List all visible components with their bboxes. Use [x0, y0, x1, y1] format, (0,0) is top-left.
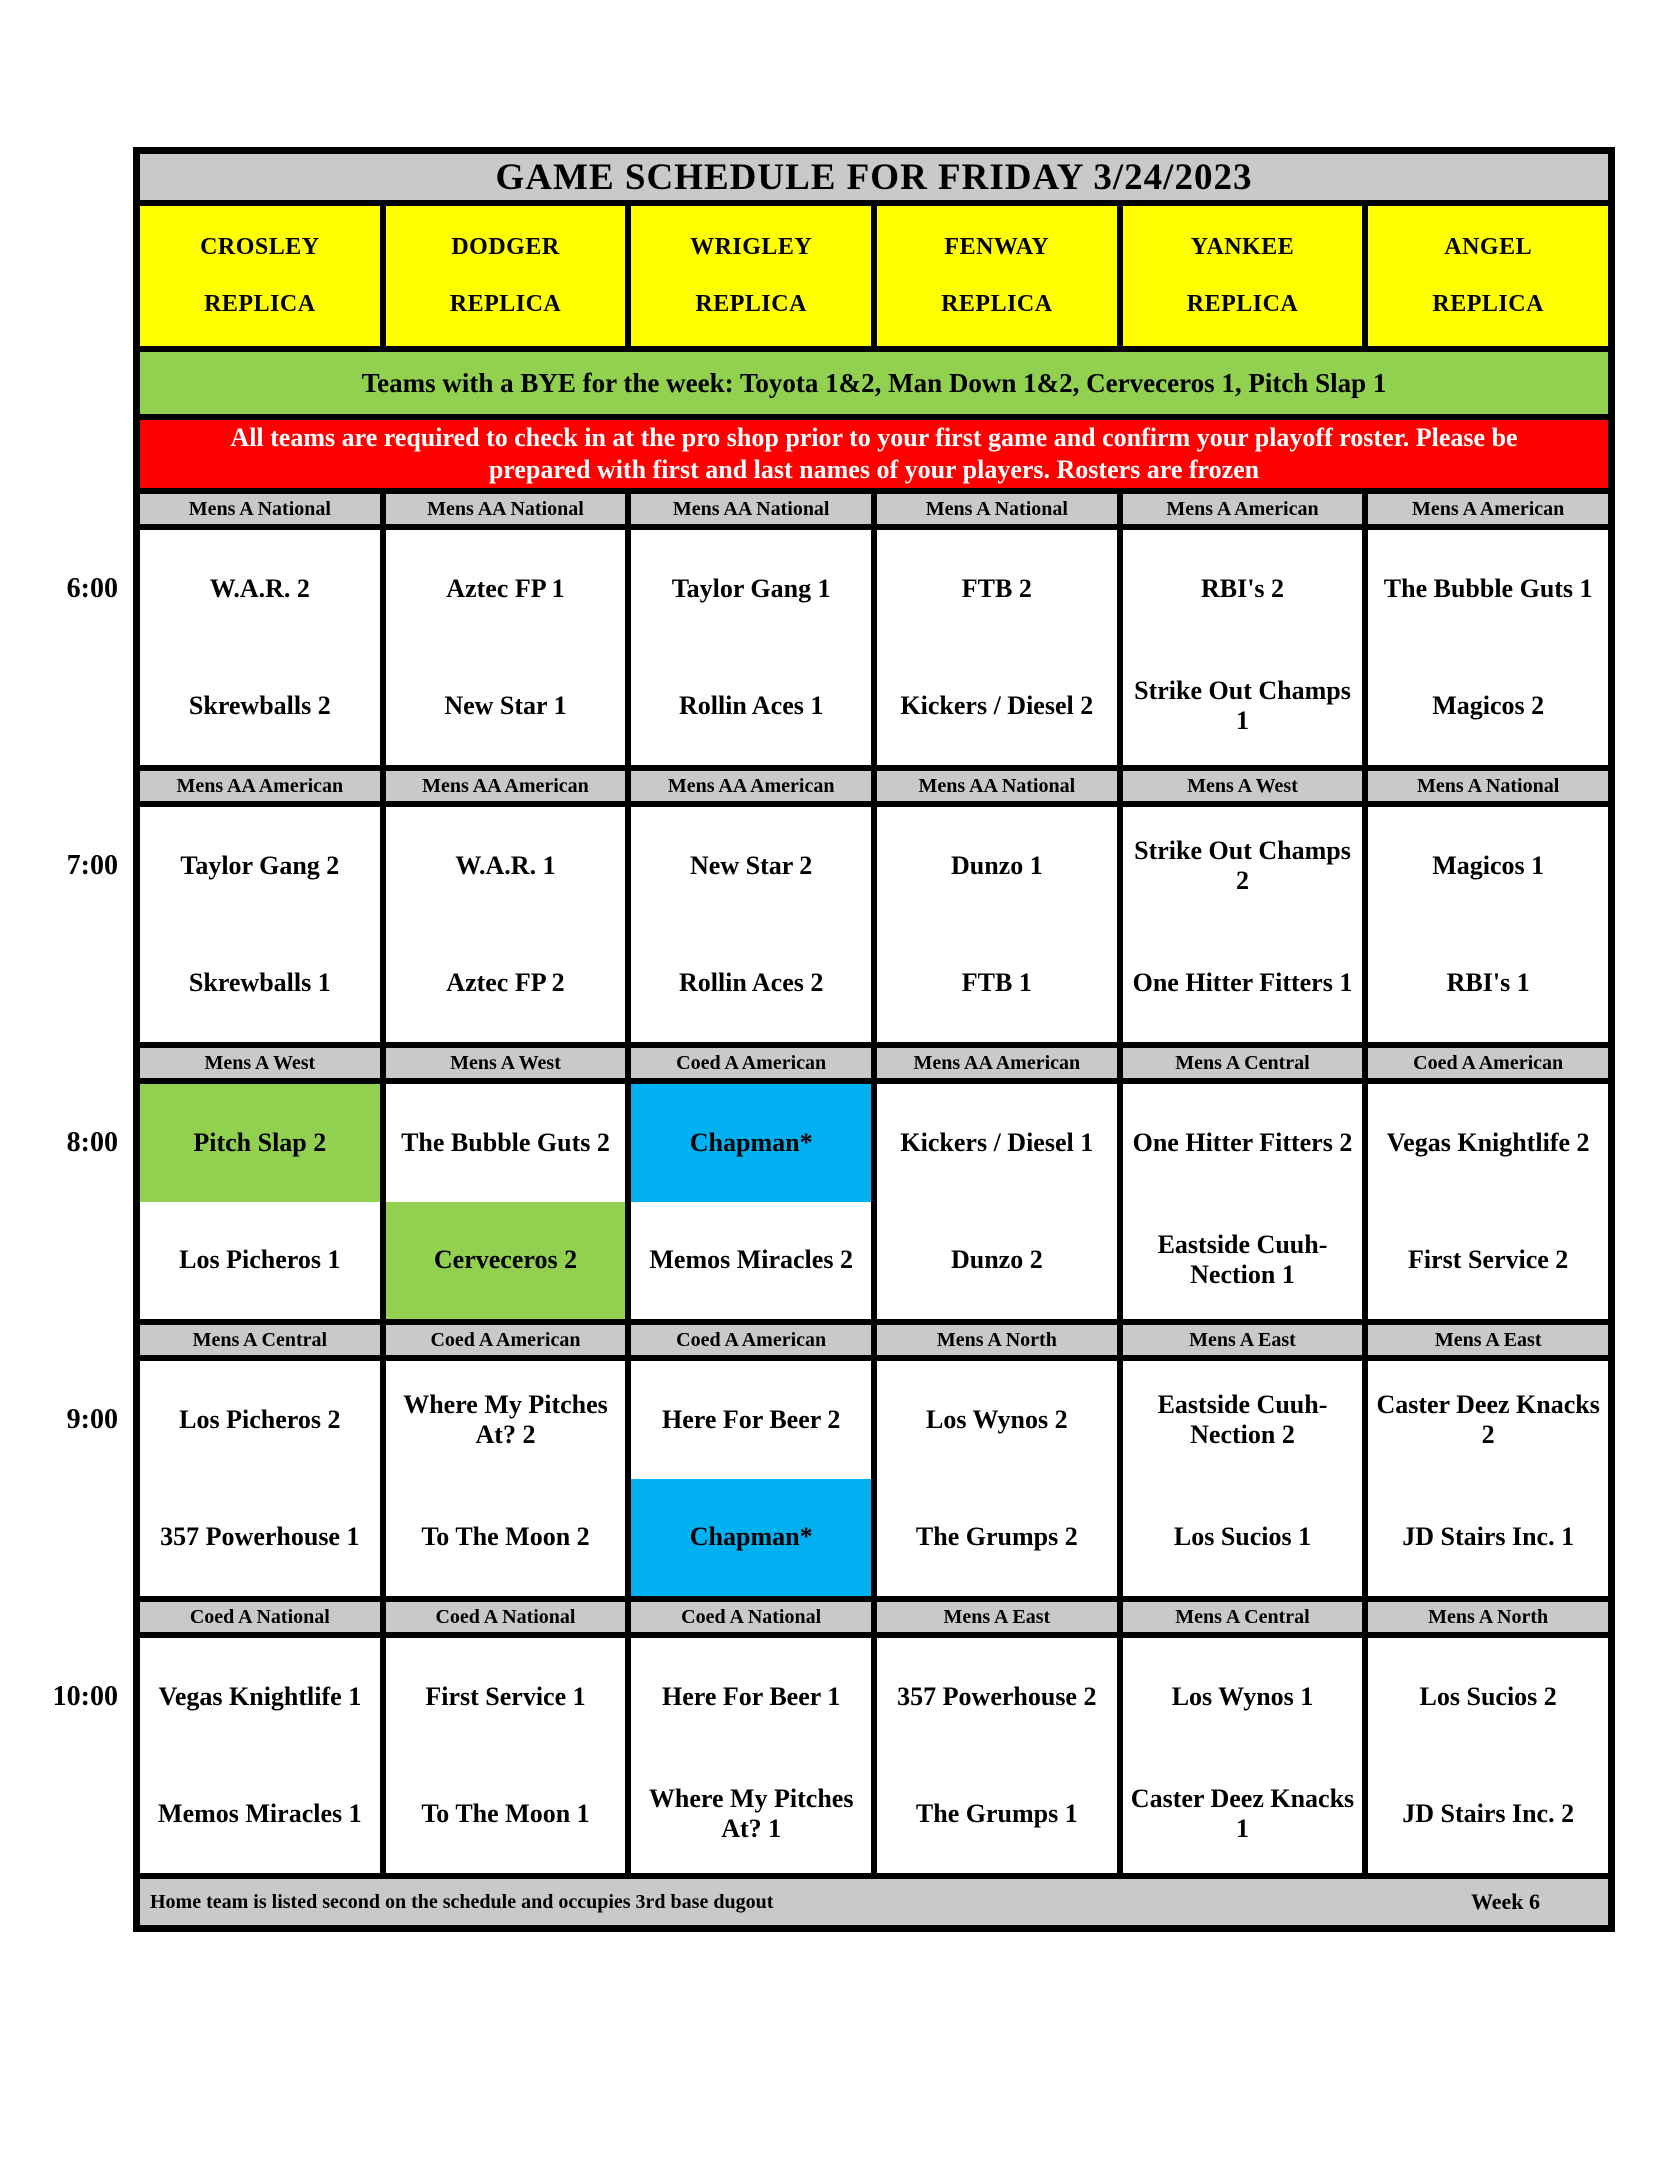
division-label: Mens A National — [877, 494, 1117, 524]
away-team: W.A.R. 2 — [140, 530, 380, 648]
division-label: Coed A National — [140, 1602, 380, 1632]
division-label: Mens A American — [1123, 494, 1363, 524]
field-header-wrigley — [631, 206, 871, 346]
home-team: Kickers / Diesel 2 — [877, 648, 1117, 766]
game-cell — [877, 807, 1117, 1042]
game-cell — [877, 1638, 1117, 1873]
game-cell — [1368, 530, 1608, 765]
field-header-line: REPLICA — [449, 291, 562, 317]
field-header-line: DODGER — [451, 234, 560, 260]
away-team: 357 Powerhouse 2 — [877, 1638, 1117, 1756]
division-label: Coed A American — [631, 1325, 871, 1355]
week-label: Week 6 — [1470, 1889, 1540, 1914]
home-team: Rollin Aces 2 — [631, 925, 871, 1043]
division-label: Mens A West — [1123, 771, 1363, 801]
away-team: Here For Beer 1 — [631, 1638, 871, 1756]
division-label: Mens AA American — [877, 1048, 1117, 1078]
footer-note: Home team is listed second on the schedule and occupies 3rd base dugout — [150, 1890, 774, 1913]
game-cell — [1123, 807, 1363, 1042]
field-header-line: FENWAY — [944, 234, 1050, 260]
page-title: GAME SCHEDULE FOR FRIDAY 3/24/2023 — [140, 154, 1608, 200]
home-team: RBI's 1 — [1368, 925, 1608, 1043]
away-team: Taylor Gang 1 — [631, 530, 871, 648]
division-label: Coed A National — [386, 1602, 626, 1632]
field-header-yankee — [1123, 206, 1363, 346]
game-cell — [877, 1361, 1117, 1596]
division-row — [140, 1325, 1608, 1355]
home-team: 357 Powerhouse 1 — [140, 1479, 380, 1597]
field-header-line: REPLICA — [695, 291, 807, 317]
field-header-line: REPLICA — [1186, 291, 1299, 317]
game-cell — [1368, 1084, 1608, 1319]
field-header-line: CROSLEY — [200, 234, 320, 260]
home-team: Los Picheros 1 — [140, 1202, 380, 1320]
division-label: Mens A North — [877, 1325, 1117, 1355]
field-header-line: WRIGLEY — [690, 234, 813, 260]
home-team: New Star 1 — [386, 648, 626, 766]
game-cell — [631, 1084, 871, 1319]
game-cell — [386, 1084, 626, 1319]
away-team: The Bubble Guts 2 — [386, 1084, 626, 1202]
home-team: Aztec FP 2 — [386, 925, 626, 1043]
away-team: Los Picheros 2 — [140, 1361, 380, 1479]
game-cell — [1123, 1084, 1363, 1319]
division-label: Mens A Central — [1123, 1048, 1363, 1078]
home-team: Rollin Aces 1 — [631, 648, 871, 766]
game-cell — [140, 530, 380, 765]
game-cell — [877, 530, 1117, 765]
time-label: 8:00 — [0, 1084, 118, 1201]
game-cell — [1123, 1361, 1363, 1596]
field-header-line: REPLICA — [204, 291, 316, 317]
home-team: Chapman* — [631, 1479, 871, 1597]
away-team: First Service 1 — [386, 1638, 626, 1756]
home-team: Memos Miracles 1 — [140, 1756, 380, 1874]
away-team: Taylor Gang 2 — [140, 807, 380, 925]
home-team: First Service 2 — [1368, 1202, 1608, 1320]
game-cell — [1368, 807, 1608, 1042]
away-team: Vegas Knightlife 2 — [1368, 1084, 1608, 1202]
home-team: To The Moon 2 — [386, 1479, 626, 1597]
away-team: Kickers / Diesel 1 — [877, 1084, 1117, 1202]
division-label: Mens AA National — [631, 494, 871, 524]
home-team: FTB 1 — [877, 925, 1117, 1043]
game-cell — [140, 1084, 380, 1319]
division-label: Coed A American — [386, 1325, 626, 1355]
field-header-angel — [1368, 206, 1608, 346]
home-team: Eastside Cuuh-Nection 1 — [1123, 1202, 1363, 1320]
schedule-table — [52, 147, 1615, 1932]
division-label: Mens AA National — [386, 494, 626, 524]
home-team: The Grumps 2 — [877, 1479, 1117, 1597]
division-label: Mens AA American — [386, 771, 626, 801]
division-row — [140, 771, 1608, 801]
schedule-blocks — [52, 494, 1608, 1873]
games-row — [66, 1361, 1608, 1596]
home-team: The Grumps 1 — [877, 1756, 1117, 1874]
away-team: Magicos 1 — [1368, 807, 1608, 925]
away-team: Pitch Slap 2 — [140, 1084, 380, 1202]
home-team: Strike Out Champs 1 — [1123, 648, 1363, 766]
field-header-line: REPLICA — [941, 291, 1053, 317]
away-team: New Star 2 — [631, 807, 871, 925]
home-team: JD Stairs Inc. 2 — [1368, 1756, 1608, 1874]
field-header-line: YANKEE — [1190, 234, 1295, 260]
division-label: Mens A West — [386, 1048, 626, 1078]
time-label: 9:00 — [0, 1361, 118, 1478]
games-row — [52, 1638, 1608, 1873]
division-label: Mens A West — [140, 1048, 380, 1078]
game-cell — [631, 530, 871, 765]
away-team: Dunzo 1 — [877, 807, 1117, 925]
away-team: Aztec FP 1 — [386, 530, 626, 648]
game-cell — [877, 1084, 1117, 1319]
home-team: Los Sucios 1 — [1123, 1479, 1363, 1597]
division-label: Coed A American — [1368, 1048, 1608, 1078]
home-team: Skrewballs 2 — [140, 648, 380, 766]
division-label: Coed A National — [631, 1602, 871, 1632]
home-team: One Hitter Fitters 1 — [1123, 925, 1363, 1043]
field-header-crosley — [140, 206, 380, 346]
home-team: Memos Miracles 2 — [631, 1202, 871, 1320]
game-cell — [631, 1638, 871, 1873]
time-label: 6:00 — [0, 530, 118, 647]
game-cell — [631, 807, 871, 1042]
game-cell — [1123, 530, 1363, 765]
away-team: The Bubble Guts 1 — [1368, 530, 1608, 648]
away-team: Los Wynos 2 — [877, 1361, 1117, 1479]
away-team: Chapman* — [631, 1084, 871, 1202]
game-cell — [1123, 1638, 1363, 1873]
home-team: To The Moon 1 — [386, 1756, 626, 1874]
division-label: Mens A East — [877, 1602, 1117, 1632]
division-label: Mens AA National — [877, 771, 1117, 801]
division-label: Mens A North — [1368, 1602, 1608, 1632]
away-team: Los Sucios 2 — [1368, 1638, 1608, 1756]
away-team: Eastside Cuuh-Nection 2 — [1123, 1361, 1363, 1479]
checkin-notice: All teams are required to check in at the pro shop prior to your first game and confirm your playoff roster. Please be prepared with first and last names of your players. Rosters are frozen — [140, 420, 1608, 488]
home-team: Skrewballs 1 — [140, 925, 380, 1043]
division-label: Mens A East — [1368, 1325, 1608, 1355]
game-cell — [1368, 1638, 1608, 1873]
division-row — [140, 1602, 1608, 1632]
bye-notice: Teams with a BYE for the week: Toyota 1&2, Man Down 1&2, Cerveceros 1, Pitch Slap 1 — [140, 352, 1608, 414]
away-team: Caster Deez Knacks 2 — [1368, 1361, 1608, 1479]
field-header-line: ANGEL — [1444, 234, 1533, 260]
division-label: Coed A American — [631, 1048, 871, 1078]
footer-row — [140, 1879, 1608, 1925]
away-team: Los Wynos 1 — [1123, 1638, 1363, 1756]
games-row — [66, 530, 1608, 765]
home-team: Magicos 2 — [1368, 648, 1608, 766]
time-label: 10:00 — [0, 1638, 118, 1755]
division-label: Mens A National — [140, 494, 380, 524]
game-cell — [631, 1361, 871, 1596]
home-team: Dunzo 2 — [877, 1202, 1117, 1320]
division-row — [140, 494, 1608, 524]
division-label: Mens A American — [1368, 494, 1608, 524]
away-team: Strike Out Champs 2 — [1123, 807, 1363, 925]
division-label: Mens A East — [1123, 1325, 1363, 1355]
game-cell — [140, 1638, 380, 1873]
home-team: Cerveceros 2 — [386, 1202, 626, 1320]
field-header-fenway — [877, 206, 1117, 346]
division-label: Mens AA American — [631, 771, 871, 801]
away-team: Here For Beer 2 — [631, 1361, 871, 1479]
home-team: Where My Pitches At? 1 — [631, 1756, 871, 1874]
division-label: Mens A Central — [1123, 1602, 1363, 1632]
division-label: Mens A Central — [140, 1325, 380, 1355]
time-label: 7:00 — [0, 807, 118, 924]
game-cell — [386, 1638, 626, 1873]
away-team: Where My Pitches At? 2 — [386, 1361, 626, 1479]
game-cell — [386, 807, 626, 1042]
away-team: RBI's 2 — [1123, 530, 1363, 648]
game-cell — [1368, 1361, 1608, 1596]
away-team: Vegas Knightlife 1 — [140, 1638, 380, 1756]
home-team: Caster Deez Knacks 1 — [1123, 1756, 1363, 1874]
home-team: JD Stairs Inc. 1 — [1368, 1479, 1608, 1597]
away-team: One Hitter Fitters 2 — [1123, 1084, 1363, 1202]
field-header-dodger — [386, 206, 626, 346]
games-row — [66, 1084, 1608, 1319]
fields-row — [140, 206, 1608, 346]
away-team: FTB 2 — [877, 530, 1117, 648]
game-cell — [140, 807, 380, 1042]
division-label: Mens A National — [1368, 771, 1608, 801]
game-cell — [386, 530, 626, 765]
division-label: Mens AA American — [140, 771, 380, 801]
away-team: W.A.R. 1 — [386, 807, 626, 925]
division-row — [140, 1048, 1608, 1078]
game-cell — [140, 1361, 380, 1596]
games-row — [66, 807, 1608, 1042]
field-header-line: REPLICA — [1432, 291, 1544, 317]
game-cell — [386, 1361, 626, 1596]
